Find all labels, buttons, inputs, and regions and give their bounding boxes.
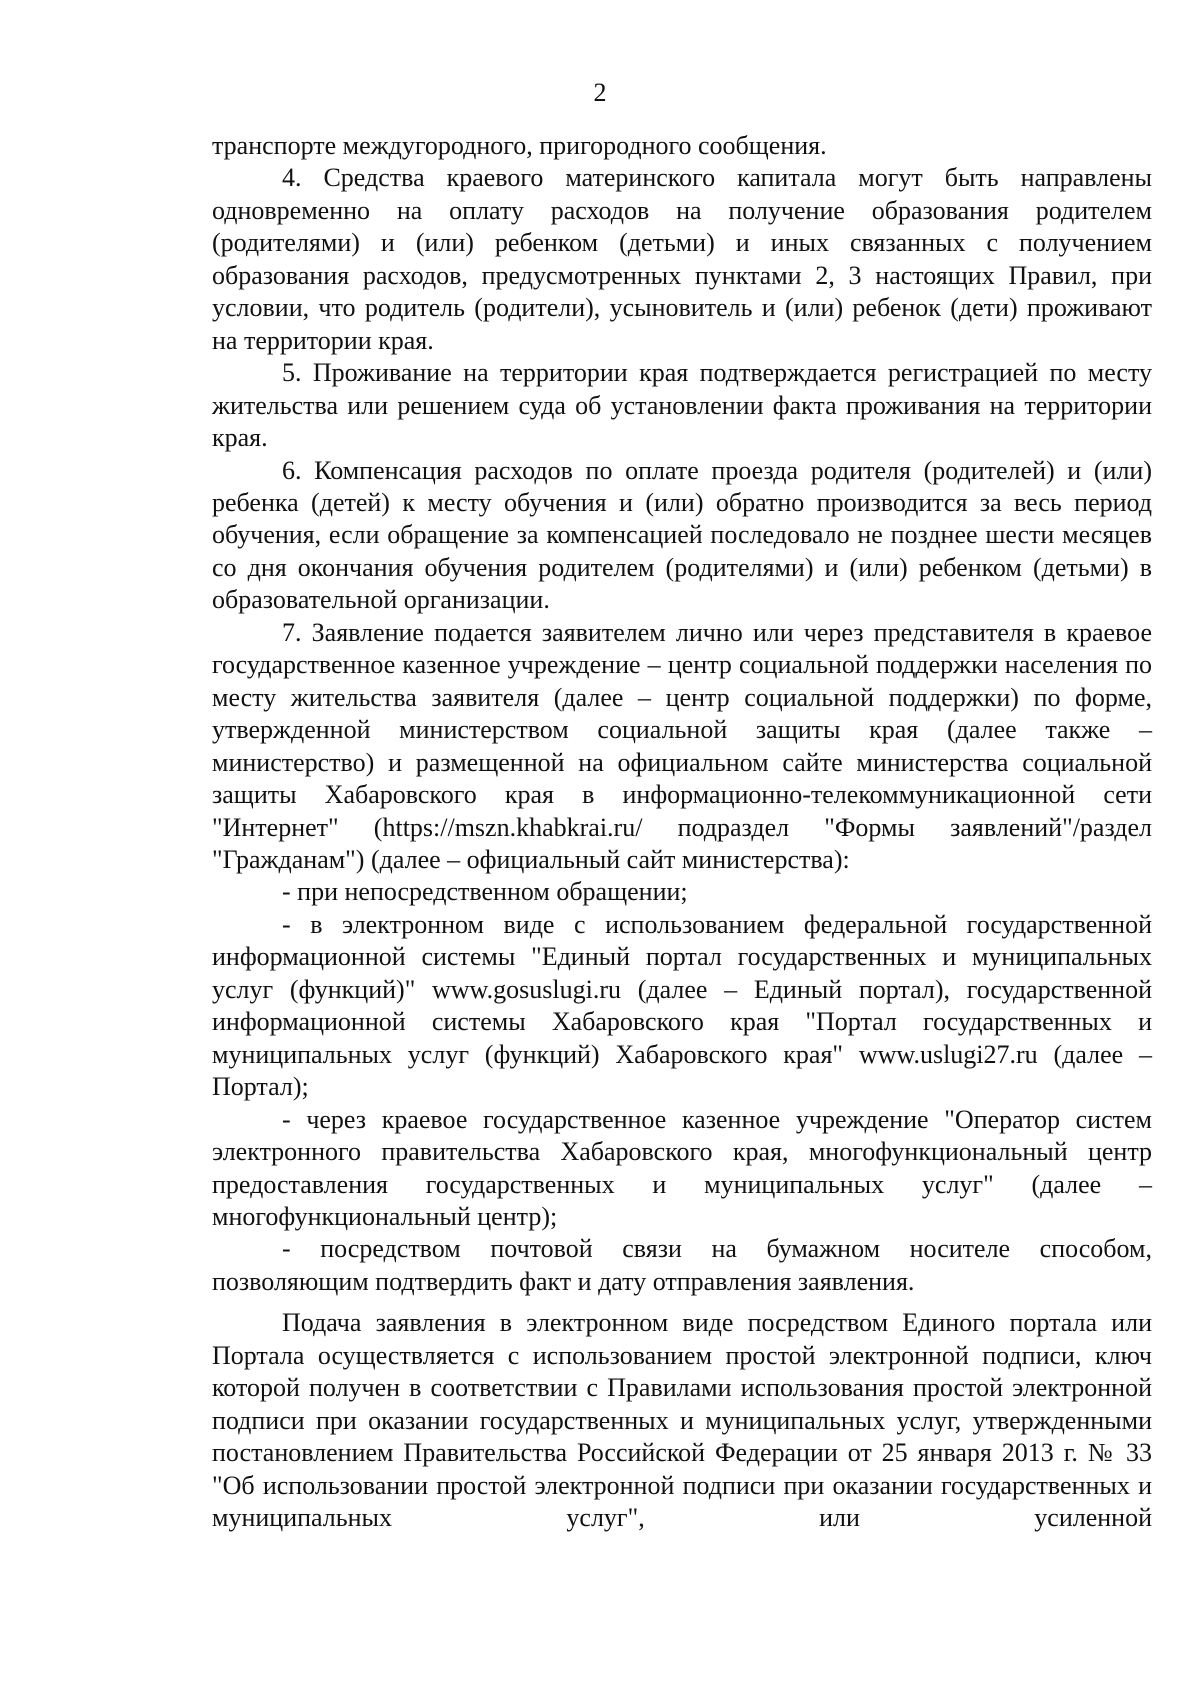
list-item-mfc: - через краевое государственное казенное учреждение "Оператор систем электронного правительства Хабаровского края, многофункциональный центр предоставления государственных и муниципальных услуг" (далее – многофункциональный центр); xyxy=(212,1104,1152,1231)
paragraph-continuation: транспорте междугородного, пригородного сообщения. xyxy=(212,131,827,160)
paragraph-item-5: 5. Проживание на территории края подтверждается регистрацией по месту жительства или решением суда об установлении факта проживания на территории края. xyxy=(212,358,1152,453)
paragraph-electronic-signature: Подача заявления в электронном виде посредством Единого портала или Портала осуществляется с использованием простой электронной подписи, ключ которой получен в соответствии с Правилами использования простой электронной подписи при оказании государственных и муниципальных услуг, утвержденными постановлением Правительства Российской Федерации от 25 января 2013 г. № 33 "Об использовании простой электронной подписи при оказании государственных и муниципальных услуг", или усиленной xyxy=(212,1308,1152,1533)
page-number: 2 xyxy=(593,78,607,107)
list-item-post: - посредством почтовой связи на бумажном носителе способом, позволяющим подтвердить факт и дату отправления заявления. xyxy=(212,1234,1152,1296)
paragraph-item-7: 7. Заявление подается заявителем лично или через представителя в краевое государственное казенное учреждение – центр социальной поддержки населения по месту жительства заявителя (далее – центр социальной поддержки) по форме, утвержденной министерством социальной защиты края (далее также – министерство) и размещенной на официальном сайте министерства социальной защиты Хабаровского края в информационно-телекоммуникационной сети "Интернет" (https://mszn.khabkrai.ru/ подраздел "Формы заявлений"/раздел "Гражданам") (далее – официальный сайт министерства): xyxy=(212,617,1152,874)
list-item-direct-appeal: - при непосредственном обращении; xyxy=(282,877,688,907)
paragraph-item-4: 4. Средства краевого материнского капитала могут быть направлены одновременно на оплату расходов на получение образования родителем (родителями) и (или) ребенком (детьми) и иных связанных с получением образования расходов, предусмотренных пунктами 2, 3 настоящих Правил, при условии, что родитель (родители), усыновитель и (или) ребенок (дети) проживают на территории края. xyxy=(212,163,1152,355)
list-item-electronic: - в электронном виде с использованием федеральной государственной информационной системы "Единый портал государственных и муниципальных услуг (функций)" www.gosuslugi.ru (далее – Единый портал), государственной информационной системы Хабаровского края "Портал государственных и муниципальных услуг (функций) Хабаровского края" www.uslugi27.ru (далее – Портал); xyxy=(212,909,1152,1102)
document-body xyxy=(212,130,1152,1534)
paragraph-item-6: 6. Компенсация расходов по оплате проезда родителя (родителей) и (или) ребенка (детей) к месту обучения и (или) обратно производится за весь период обучения, если обращение за компенсацией последовало не позднее шести месяцев со дня окончания обучения родителем (родителями) и (или) ребенком (детьми) в образовательной организации. xyxy=(212,455,1152,615)
